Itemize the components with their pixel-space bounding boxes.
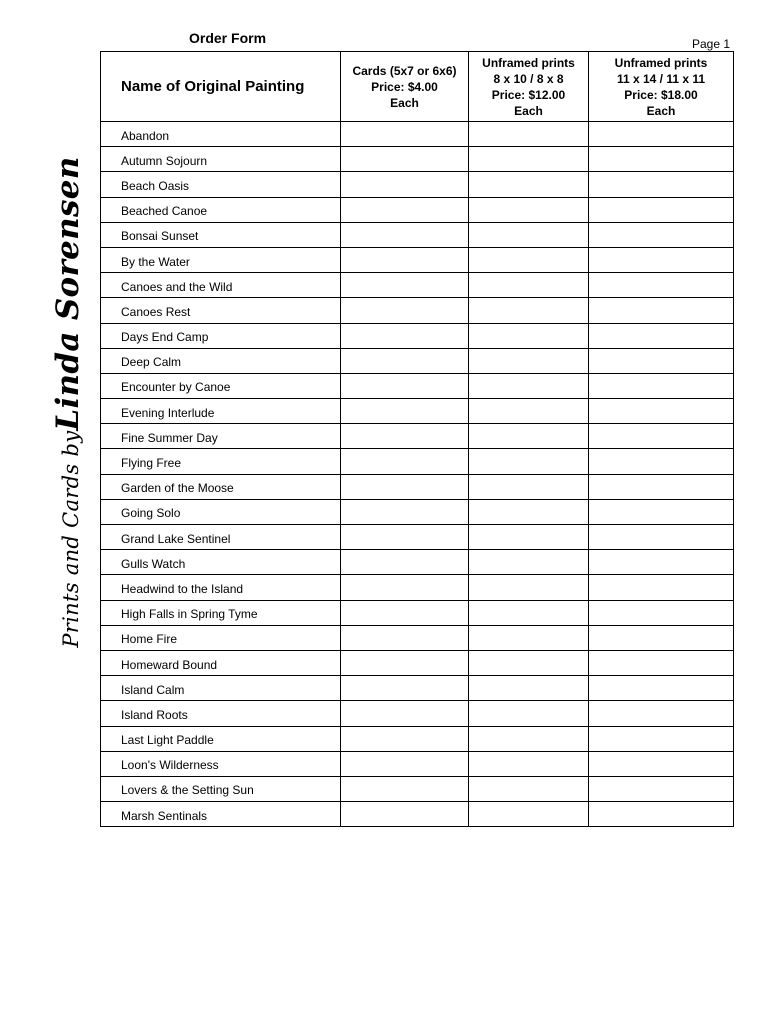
painting-name: Beached Canoe — [101, 197, 341, 222]
painting-name: Bonsai Sunset — [101, 222, 341, 247]
prints-small-qty-cell[interactable] — [469, 625, 589, 650]
prints-large-qty-cell[interactable] — [589, 273, 734, 298]
col-header-prints-large: Unframed prints 11 x 14 / 11 x 11 Price: $18.00 Each — [589, 52, 734, 122]
prints-large-qty-cell[interactable] — [589, 373, 734, 398]
painting-name: Marsh Sentinals — [101, 802, 341, 827]
prints-small-qty-cell[interactable] — [469, 399, 589, 424]
table-row — [101, 499, 734, 524]
header-row — [101, 52, 734, 122]
cards-qty-cell[interactable] — [341, 625, 469, 650]
table-row — [101, 348, 734, 373]
painting-name: Canoes Rest — [101, 298, 341, 323]
table-row — [101, 197, 734, 222]
prints-large-qty-cell[interactable] — [589, 499, 734, 524]
prints-small-qty-cell[interactable] — [469, 650, 589, 675]
prints-small-qty-cell[interactable] — [469, 348, 589, 373]
cards-qty-cell[interactable] — [341, 197, 469, 222]
prints-small-qty-cell[interactable] — [469, 273, 589, 298]
cards-qty-cell[interactable] — [341, 650, 469, 675]
cards-qty-cell[interactable] — [341, 449, 469, 474]
table-row — [101, 550, 734, 575]
table-row — [101, 625, 734, 650]
prints-small-qty-cell[interactable] — [469, 424, 589, 449]
prints-large-qty-cell[interactable] — [589, 701, 734, 726]
table-row — [101, 298, 734, 323]
table-row — [101, 802, 734, 827]
table-row — [101, 449, 734, 474]
prints-large-qty-cell[interactable] — [589, 474, 734, 499]
prints-small-qty-cell[interactable] — [469, 247, 589, 272]
table-row — [101, 373, 734, 398]
painting-name: Homeward Bound — [101, 650, 341, 675]
painting-name: Canoes and the Wild — [101, 273, 341, 298]
prints-small-qty-cell[interactable] — [469, 600, 589, 625]
table-row — [101, 147, 734, 172]
table-row — [101, 424, 734, 449]
prints-small-qty-cell[interactable] — [469, 122, 589, 147]
painting-name: Fine Summer Day — [101, 424, 341, 449]
table-row — [101, 273, 734, 298]
cards-qty-cell[interactable] — [341, 802, 469, 827]
col-header-prints-small: Unframed prints 8 x 10 / 8 x 8 Price: $12.00 Each — [469, 52, 589, 122]
prints-large-qty-cell[interactable] — [589, 298, 734, 323]
painting-name: By the Water — [101, 247, 341, 272]
prints-small-qty-cell[interactable] — [469, 222, 589, 247]
painting-name: Encounter by Canoe — [101, 373, 341, 398]
prints-small-qty-cell[interactable] — [469, 701, 589, 726]
prints-small-qty-cell[interactable] — [469, 802, 589, 827]
cards-qty-cell[interactable] — [341, 348, 469, 373]
table-row — [101, 575, 734, 600]
cards-qty-cell[interactable] — [341, 676, 469, 701]
painting-name: Garden of the Moose — [101, 474, 341, 499]
prints-large-qty-cell[interactable] — [589, 600, 734, 625]
cards-qty-cell[interactable] — [341, 726, 469, 751]
form-title: Order Form — [189, 30, 267, 46]
prints-small-qty-cell[interactable] — [469, 575, 589, 600]
table-row — [101, 600, 734, 625]
painting-name: High Falls in Spring Tyme — [101, 600, 341, 625]
prints-large-qty-cell[interactable] — [589, 449, 734, 474]
col-header-cards: Cards (5x7 or 6x6) Price: $4.00 Each — [341, 52, 469, 122]
table-row — [101, 751, 734, 776]
table-row — [101, 701, 734, 726]
prints-small-qty-cell[interactable] — [469, 776, 589, 801]
prints-small-qty-cell[interactable] — [469, 525, 589, 550]
prints-large-qty-cell[interactable] — [589, 197, 734, 222]
prints-large-qty-cell[interactable] — [589, 399, 734, 424]
painting-name: Evening Interlude — [101, 399, 341, 424]
table-row — [101, 676, 734, 701]
painting-name: Abandon — [101, 122, 341, 147]
prints-large-qty-cell[interactable] — [589, 147, 734, 172]
prints-large-qty-cell[interactable] — [589, 802, 734, 827]
prints-small-qty-cell[interactable] — [469, 449, 589, 474]
painting-name: Last Light Paddle — [101, 726, 341, 751]
prints-large-qty-cell[interactable] — [589, 575, 734, 600]
artist-name: Linda Sorensen — [50, 156, 86, 431]
prints-large-qty-cell[interactable] — [589, 751, 734, 776]
table-row — [101, 172, 734, 197]
cards-qty-cell[interactable] — [341, 122, 469, 147]
painting-name: Grand Lake Sentinel — [101, 525, 341, 550]
table-row — [101, 776, 734, 801]
prints-small-qty-cell[interactable] — [469, 323, 589, 348]
prints-small-qty-cell[interactable] — [469, 550, 589, 575]
col-header-painting-name: Name of Original Painting — [101, 52, 341, 122]
cards-qty-cell[interactable] — [341, 247, 469, 272]
prints-small-qty-cell[interactable] — [469, 726, 589, 751]
artist-banner-prefix: Prints and Cards by — [59, 430, 83, 648]
cards-qty-cell[interactable] — [341, 323, 469, 348]
painting-name: Lovers & the Setting Sun — [101, 776, 341, 801]
table-row — [101, 474, 734, 499]
painting-name: Gulls Watch — [101, 550, 341, 575]
painting-name: Beach Oasis — [101, 172, 341, 197]
painting-name: Deep Calm — [101, 348, 341, 373]
cards-qty-cell[interactable] — [341, 474, 469, 499]
cards-qty-cell[interactable] — [341, 424, 469, 449]
table-row — [101, 525, 734, 550]
prints-large-qty-cell[interactable] — [589, 650, 734, 675]
prints-small-qty-cell[interactable] — [469, 751, 589, 776]
prints-large-qty-cell[interactable] — [589, 172, 734, 197]
prints-small-qty-cell[interactable] — [469, 373, 589, 398]
prints-large-qty-cell[interactable] — [589, 625, 734, 650]
artist-banner — [50, 156, 86, 647]
prints-large-qty-cell[interactable] — [589, 222, 734, 247]
painting-name: Island Roots — [101, 701, 341, 726]
prints-large-qty-cell[interactable] — [589, 525, 734, 550]
cards-qty-cell[interactable] — [341, 147, 469, 172]
cards-qty-cell[interactable] — [341, 575, 469, 600]
table-row — [101, 122, 734, 147]
prints-large-qty-cell[interactable] — [589, 676, 734, 701]
cards-qty-cell[interactable] — [341, 499, 469, 524]
table-row — [101, 726, 734, 751]
order-rows — [101, 122, 734, 827]
painting-name: Autumn Sojourn — [101, 147, 341, 172]
order-table — [100, 51, 734, 827]
cards-qty-cell[interactable] — [341, 600, 469, 625]
table-row — [101, 323, 734, 348]
cards-qty-cell[interactable] — [341, 525, 469, 550]
cards-qty-cell[interactable] — [341, 373, 469, 398]
painting-name: Home Fire — [101, 625, 341, 650]
cards-qty-cell[interactable] — [341, 172, 469, 197]
cards-qty-cell[interactable] — [341, 751, 469, 776]
painting-name: Flying Free — [101, 449, 341, 474]
cards-qty-cell[interactable] — [341, 399, 469, 424]
prints-small-qty-cell[interactable] — [469, 147, 589, 172]
table-row — [101, 399, 734, 424]
prints-large-qty-cell[interactable] — [589, 348, 734, 373]
prints-small-qty-cell[interactable] — [469, 298, 589, 323]
painting-name: Days End Camp — [101, 323, 341, 348]
prints-small-qty-cell[interactable] — [469, 676, 589, 701]
table-row — [101, 222, 734, 247]
cards-qty-cell[interactable] — [341, 273, 469, 298]
cards-qty-cell[interactable] — [341, 298, 469, 323]
painting-name: Headwind to the Island — [101, 575, 341, 600]
table-row — [101, 650, 734, 675]
prints-large-qty-cell[interactable] — [589, 323, 734, 348]
prints-small-qty-cell[interactable] — [469, 499, 589, 524]
prints-large-qty-cell[interactable] — [589, 550, 734, 575]
page-number: Page 1 — [692, 37, 731, 51]
prints-small-qty-cell[interactable] — [469, 474, 589, 499]
prints-large-qty-cell[interactable] — [589, 424, 734, 449]
cards-qty-cell[interactable] — [341, 550, 469, 575]
painting-name: Loon's Wilderness — [101, 751, 341, 776]
prints-large-qty-cell[interactable] — [589, 122, 734, 147]
table-row — [101, 247, 734, 272]
painting-name: Island Calm — [101, 676, 341, 701]
painting-name: Going Solo — [101, 499, 341, 524]
cards-qty-cell[interactable] — [341, 701, 469, 726]
prints-large-qty-cell[interactable] — [589, 247, 734, 272]
prints-large-qty-cell[interactable] — [589, 726, 734, 751]
prints-large-qty-cell[interactable] — [589, 776, 734, 801]
prints-small-qty-cell[interactable] — [469, 172, 589, 197]
prints-small-qty-cell[interactable] — [469, 197, 589, 222]
cards-qty-cell[interactable] — [341, 776, 469, 801]
cards-qty-cell[interactable] — [341, 222, 469, 247]
